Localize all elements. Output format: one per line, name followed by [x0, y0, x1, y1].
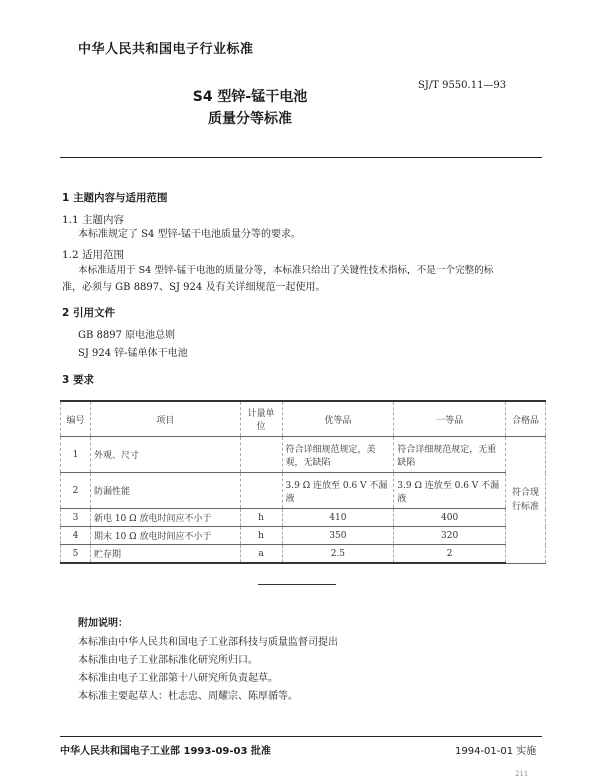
footer-divider	[60, 736, 542, 737]
cell-first: 符合详细规范规定，无重缺陷	[394, 437, 506, 473]
standard-code: SJ/T 9550.11—93	[418, 80, 507, 91]
cell-first: 2	[394, 545, 506, 564]
cell-unit: a	[240, 545, 282, 564]
cell-first: 400	[394, 509, 506, 527]
table-row	[61, 509, 546, 527]
table-row	[61, 473, 546, 509]
section-3-heading: 3 要求	[62, 374, 94, 386]
cell-no: 5	[61, 545, 91, 564]
approval-info: 中华人民共和国电子工业部 1993-09-03 批准	[60, 746, 271, 757]
cell-no: 3	[61, 509, 91, 527]
note-line: 本标准主要起草人：杜志忠、周耀宗、陈厚循等。	[78, 691, 298, 702]
note-line: 本标准由中华人民共和国电子工业部科技与质量监督司提出	[78, 637, 338, 648]
document-title: S4 型锌-锰干电池	[192, 89, 308, 105]
cell-no: 1	[61, 437, 91, 473]
cell-no: 4	[61, 527, 91, 545]
col-header-superior: 优等品	[282, 401, 394, 437]
reference-gb8897: GB 8897 原电池总则	[78, 330, 176, 341]
section-2-heading: 2 引用文件	[62, 307, 115, 319]
cell-no: 2	[61, 473, 91, 509]
col-header-qualified: 合格品	[506, 401, 546, 437]
issuing-organization: 中华人民共和国电子行业标准	[78, 42, 254, 57]
table-row	[61, 527, 546, 545]
requirements-table	[60, 400, 546, 564]
note-line: 本标准由电子工业部标准化研究所归口。	[78, 655, 258, 666]
section-1-heading: 1 主题内容与适用范围	[62, 192, 168, 204]
cell-superior: 350	[282, 527, 394, 545]
col-header-no: 编号	[61, 401, 91, 437]
cell-unit: h	[240, 527, 282, 545]
section-1-2-text-line1: 本标准适用于 S4 型锌-锰干电池的质量分等，本标准只给出了关键性技术指标，不是一个完整的标	[78, 265, 494, 276]
section-1-2-text-line2: 准，必须与 GB 8897、SJ 924 及有关详细规范一起使用。	[62, 282, 326, 293]
cell-item: 防漏性能	[90, 473, 240, 509]
cell-superior: 410	[282, 509, 394, 527]
cell-item: 期末 10 Ω 放电时间应不小于	[90, 527, 240, 545]
cell-item: 新电 10 Ω 放电时间应不小于	[90, 509, 240, 527]
cell-first: 3.9 Ω 连放至 0.6 V 不漏液	[394, 473, 506, 509]
cell-first: 320	[394, 527, 506, 545]
cell-superior: 符合详细规范规定，美观，无缺陷	[282, 437, 394, 473]
table-header-row	[61, 401, 546, 437]
cell-superior: 3.9 Ω 连放至 0.6 V 不漏液	[282, 473, 394, 509]
implementation-date: 1994-01-01 实施	[455, 746, 537, 757]
cell-qualified-merged: 符合现行标准	[506, 437, 546, 564]
cell-item: 外观、尺寸	[90, 437, 240, 473]
header-divider	[60, 157, 542, 158]
col-header-first: 一等品	[394, 401, 506, 437]
page-number: 211	[515, 770, 529, 778]
section-1-1-heading: 1.1 主题内容	[62, 214, 125, 226]
cell-unit	[240, 437, 282, 473]
document-subtitle: 质量分等标准	[208, 111, 292, 127]
cell-superior: 2.5	[282, 545, 394, 564]
section-1-2-heading: 1.2 适用范围	[62, 249, 125, 261]
reference-sj924: SJ 924 锌-锰单体干电池	[78, 348, 188, 359]
end-of-text-rule	[258, 584, 336, 585]
cell-item: 贮存期	[90, 545, 240, 564]
col-header-item: 项目	[90, 401, 240, 437]
cell-unit	[240, 473, 282, 509]
table-row	[61, 437, 546, 473]
cell-unit: h	[240, 509, 282, 527]
col-header-unit: 计量单位	[240, 401, 282, 437]
additional-notes-heading: 附加说明：	[78, 618, 128, 629]
table-row	[61, 545, 546, 564]
section-1-1-text: 本标准规定了 S4 型锌-锰干电池质量分等的要求。	[78, 229, 301, 240]
note-line: 本标准由电子工业部第十八研究所负责起草。	[78, 673, 278, 684]
